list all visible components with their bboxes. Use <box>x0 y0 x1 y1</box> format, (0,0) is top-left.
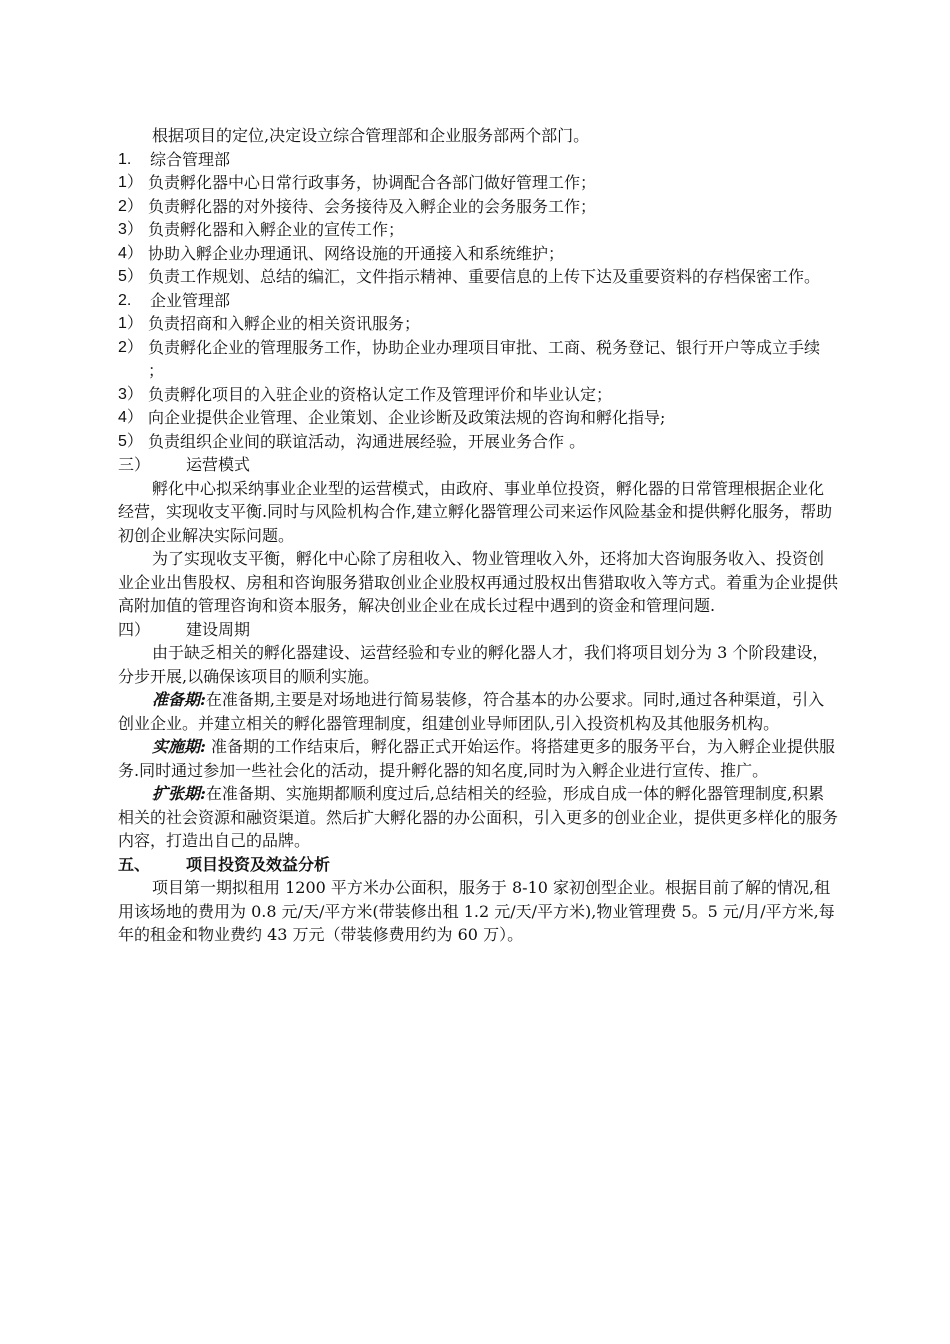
phase-paragraph <box>118 735 838 782</box>
section5-number: 五、 <box>118 854 151 874</box>
list-item-number: 5） <box>118 432 143 450</box>
phase-label: 实施期: <box>152 737 206 756</box>
list-item-text: 负责孵化器中心日常行政事务，协调配合各部门做好管理工作； <box>148 173 597 192</box>
list-item-number: 4） <box>118 409 143 426</box>
list-item <box>118 195 838 219</box>
list-item-number: 1） <box>118 315 143 332</box>
list-item <box>118 336 838 383</box>
dept2-number: 2. <box>118 291 132 309</box>
list-item <box>118 265 838 289</box>
section5-heading <box>118 853 838 877</box>
list-item-text: 负责工作规划、总结的编汇，文件指示精神、重要信息的上传下达及重要资料的存档保密工作。 <box>148 267 821 286</box>
list-item <box>118 383 838 407</box>
phase-paragraph <box>118 782 838 853</box>
dept1-heading <box>118 148 838 172</box>
section3-number: 三） <box>118 455 151 474</box>
section5-paragraph: 项目第一期拟租用 1200 平方米办公面积，服务于 8-10 家初创型企业。根据目前了解的情况,租用该场地的费用为 0.8 元/天/平方米(带装修出租 1.2 元/天/平方米),物业管理费 5。5 元/月/平方米,每年的租金和物业费约 43 万元（带装修费用约为 60 万）。 <box>118 878 835 944</box>
phase-label: 扩张期: <box>152 784 206 803</box>
list-item-text: 向企业提供企业管理、企业策划、企业诊断及政策法规的咨询和孵化指导; <box>148 408 666 427</box>
section4-heading <box>118 618 838 642</box>
phase-paragraph <box>118 688 838 735</box>
section4-number: 四） <box>118 619 151 639</box>
dept2-heading <box>118 289 838 313</box>
section3-heading <box>118 453 838 477</box>
list-item-number: 2） <box>118 197 143 215</box>
phase-label: 准备期: <box>152 690 206 709</box>
list-item-text: 负责孵化企业的管理服务工作，协助企业办理项目审批、工商、税务登记、银行开户等成立手续 ； <box>148 337 821 380</box>
section3-title: 运营模式 <box>186 455 251 474</box>
list-item-text: 负责组织企业间的联谊活动，沟通进展经验，开展业务合作 。 <box>148 431 586 451</box>
dept2-title: 企业管理部 <box>150 290 231 310</box>
list-item-number: 5） <box>118 268 143 285</box>
phase-text: 在准备期、实施期都顺利度过后,总结相关的经验，形成自成一体的孵化器管理制度,积累相关的社会资源和融资渠道。然后扩大孵化器的办公面积，引入更多的创业企业，提供更多样化的服务内容，打造出自己的品牌。 <box>118 784 839 850</box>
list-item <box>118 430 838 454</box>
section4-intro: 由于缺乏相关的孵化器建设、运营经验和专业的孵化器人才，我们将项目划分为 3 个阶段建设，分步开展,以确保该项目的顺利实施。 <box>118 643 829 686</box>
list-item-number: 3） <box>118 385 143 403</box>
phase-text: 在准备期,主要是对场地进行简易装修，符合基本的办公要求。同时,通过各种渠道，引入创业企业。并建立相关的孵化器管理制度，组建创业导师团队,引入投资机构及其他服务机构。 <box>118 690 825 733</box>
section3-paragraph: 为了实现收支平衡，孵化中心除了房租收入、物业管理收入外，还将加大咨询服务收入、投资创业企业出售股权、房租和咨询服务猎取创业企业股权再通过股权出售猎取收入等方式。着重为企业提供高附加值的管理咨询和资本服务，解决创业企业在成长过程中遇到的资金和管理问题. <box>118 549 839 615</box>
section3-paragraph: 孵化中心拟采纳事业企业型的运营模式，由政府、事业单位投资，孵化器的日常管理根据企业化经营，实现收支平衡.同时与风险机构合作,建立孵化器管理公司来运作风险基金和提供孵化服务，帮助初创企业解决实际问题。 <box>118 478 833 545</box>
list-item-text: 负责招商和入孵企业的相关资讯服务； <box>148 314 421 333</box>
list-item-text: 负责孵化器和入孵企业的宣传工作； <box>148 220 405 239</box>
list-item-number: 3） <box>118 221 143 238</box>
dept1-title: 综合管理部 <box>150 149 231 169</box>
list-item-text: 负责孵化器的对外接待、会务接待及入孵企业的会务服务工作； <box>148 196 597 216</box>
intro-paragraph: 根据项目的定位,决定设立综合管理部和企业服务部两个部门。 <box>152 126 590 145</box>
list-item-number: 1） <box>118 174 143 191</box>
list-item <box>118 406 838 430</box>
list-item-text: 协助入孵企业办理通讯、网络设施的开通接入和系统维护； <box>148 243 565 263</box>
list-item <box>118 312 838 336</box>
dept1-number: 1. <box>118 150 132 168</box>
list-item-text: 负责孵化项目的入驻企业的资格认定工作及管理评价和毕业认定； <box>148 384 613 404</box>
list-item <box>118 242 838 266</box>
section4-title: 建设周期 <box>186 619 251 639</box>
section5-title: 项目投资及效益分析 <box>186 854 331 874</box>
list-item-number: 2） <box>118 338 143 356</box>
list-item <box>118 218 838 242</box>
list-item-number: 4） <box>118 244 143 262</box>
list-item <box>118 171 838 195</box>
phase-text: 准备期的工作结束后，孵化器正式开始运作。将搭建更多的服务平台，为入孵企业提供服务.同时通过参加一些社会化的活动，提升孵化器的知名度,同时为入孵企业进行宣传、推广。 <box>118 737 836 780</box>
